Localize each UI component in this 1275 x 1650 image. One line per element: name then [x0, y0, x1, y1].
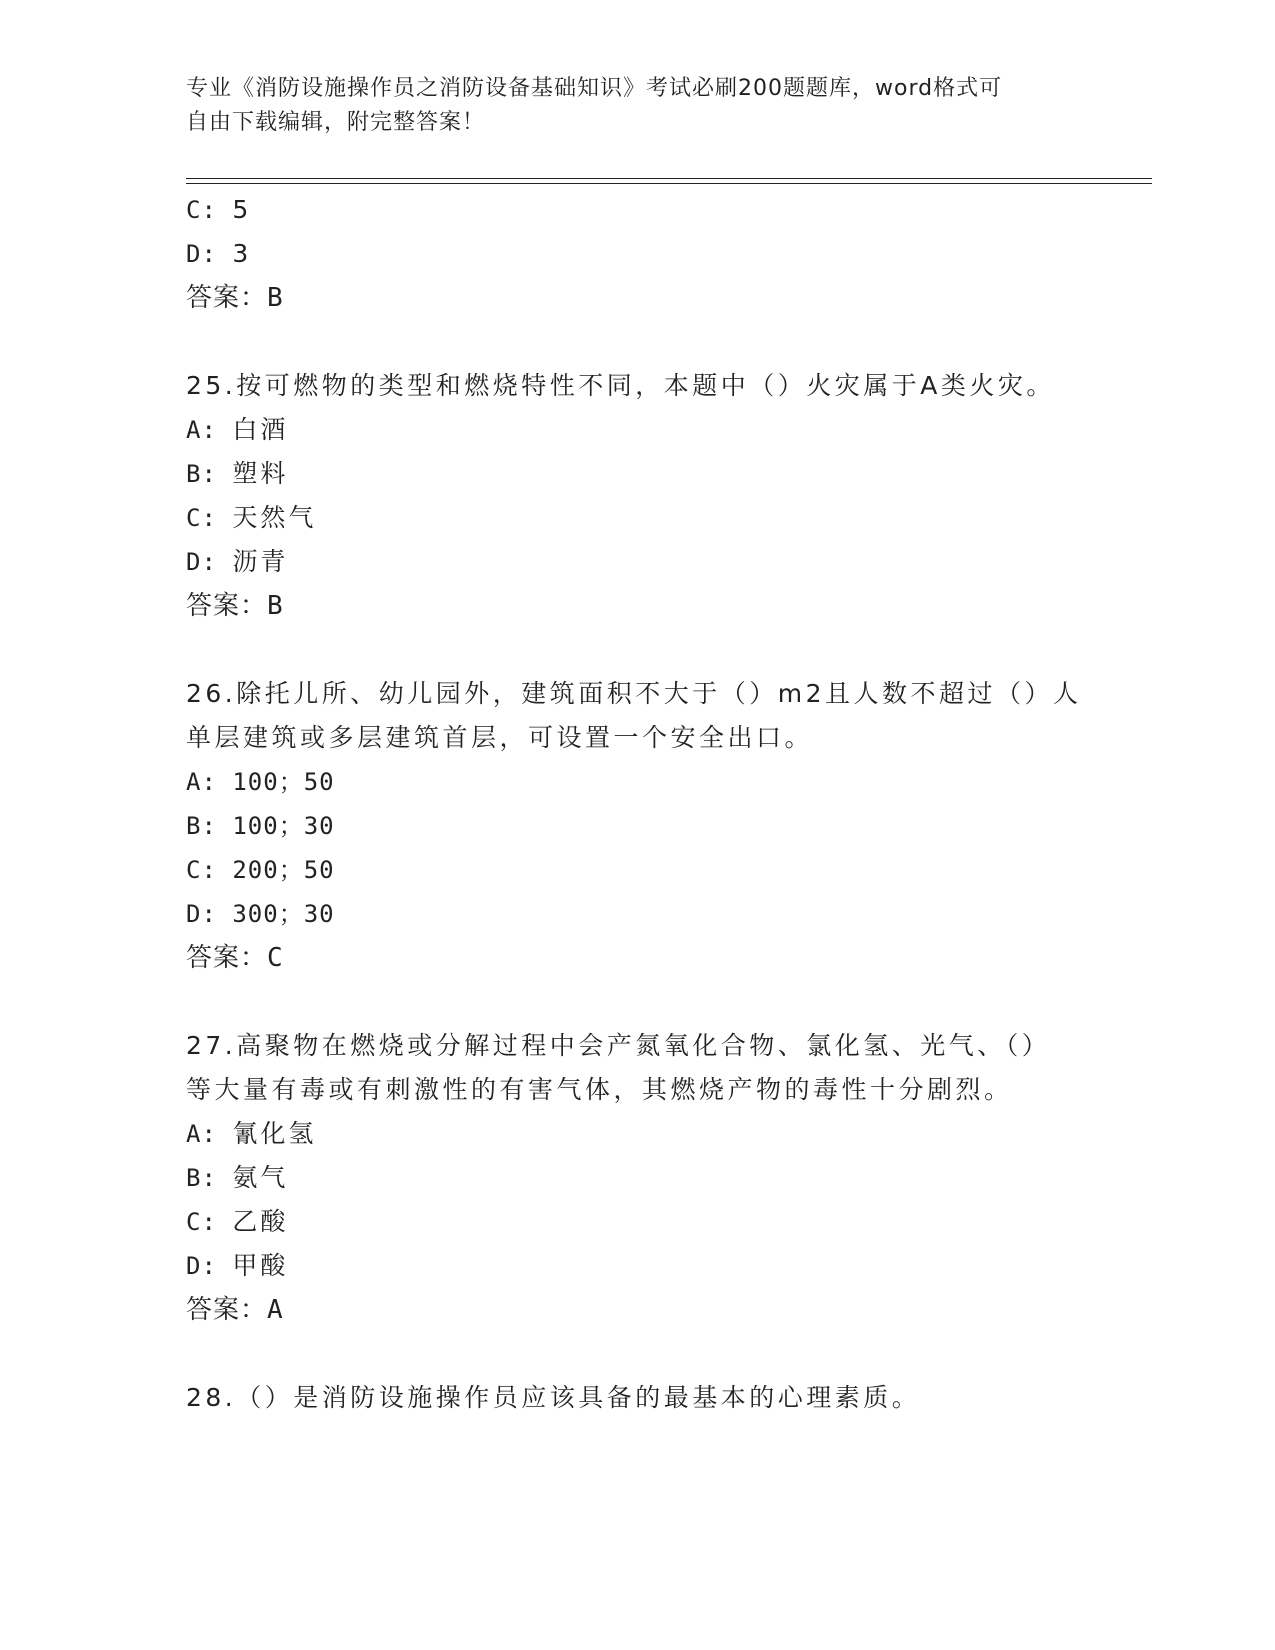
question-26-option-c: C: 200；50: [186, 856, 335, 884]
header-divider-bottom: [186, 183, 1152, 184]
question-25-option-d: D: 沥青: [186, 547, 289, 576]
question-27-option-d: D: 甲酸: [186, 1251, 289, 1280]
question-25-text: 25.按可燃物的类型和燃烧特性不同，本题中（）火灾属于A类火灾。: [186, 371, 1055, 400]
question-25-answer: 答案：B: [186, 591, 284, 621]
header-line-1: 专业《消防设施操作员之消防设备基础知识》考试必刷200题题库，word格式可: [186, 76, 1003, 101]
document-header: [186, 72, 1086, 140]
question-26-option-d: D: 300；30: [186, 900, 335, 928]
question-26-text-line-1: 26.除托儿所、幼儿园外，建筑面积不大于（）m2且人数不超过（）人: [186, 679, 1082, 708]
question-25-option-c: C: 天然气: [186, 503, 317, 532]
question-27-text-line-2: 等大量有毒或有刺激性的有害气体，其燃烧产物的毒性十分剧烈。: [186, 1075, 1013, 1104]
question-25-option-b: B: 塑料: [186, 459, 289, 488]
option-c-prev: C: 5: [186, 195, 252, 224]
question-27-option-b: B: 氨气: [186, 1163, 289, 1192]
question-28-text: 28.（）是消防设施操作员应该具备的最基本的心理素质。: [186, 1383, 921, 1412]
question-26-answer: 答案：C: [186, 943, 284, 973]
header-divider-top: [186, 178, 1152, 179]
header-line-2: 自由下载编辑，附完整答案！: [186, 110, 486, 135]
question-26-option-b: B: 100；30: [186, 812, 335, 840]
question-27-option-c: C: 乙酸: [186, 1207, 289, 1236]
question-27-text-line-1: 27.高聚物在燃烧或分解过程中会产氮氧化合物、氯化氢、光气、（）: [186, 1031, 1051, 1060]
answer-prev: 答案：B: [186, 283, 284, 313]
question-26-option-a: A: 100；50: [186, 768, 335, 796]
option-d-prev: D: 3: [186, 239, 252, 268]
question-27-answer: 答案：A: [186, 1295, 284, 1325]
question-25-option-a: A: 白酒: [186, 415, 289, 444]
question-27-option-a: A: 氰化氢: [186, 1119, 317, 1148]
question-26-text-line-2: 单层建筑或多层建筑首层，可设置一个安全出口。: [186, 723, 814, 752]
